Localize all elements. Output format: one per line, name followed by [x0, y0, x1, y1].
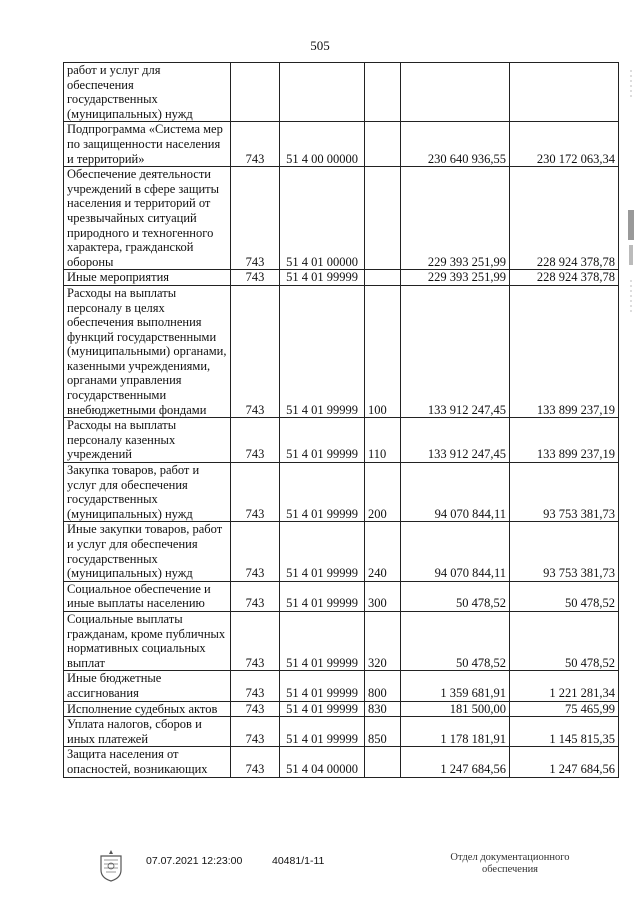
- table-row: [64, 63, 619, 122]
- row-name: Расходы на выплаты персоналу в целях обеспечения выполнения функций государственными (муниципальными) органами, казенными учреждениями, органами управления государственными внебюджетными фондами: [64, 285, 231, 417]
- row-sum-1: 229 393 251,99: [401, 270, 510, 286]
- row-ved: 743: [231, 463, 280, 522]
- footer-datetime: 07.07.2021 12:23:00: [146, 855, 243, 867]
- row-sum-2: 50 478,52: [510, 611, 619, 670]
- row-ved: 743: [231, 167, 280, 270]
- row-sum-2: 93 753 381,73: [510, 463, 619, 522]
- row-sum-1: 94 070 844,11: [401, 522, 510, 581]
- row-csr: 51 4 00 00000: [280, 122, 365, 167]
- row-ved: 743: [231, 671, 280, 701]
- footer-stamp: Отдел документационного обеспечения: [450, 852, 570, 875]
- row-sum-2: 1 221 281,34: [510, 671, 619, 701]
- row-vr: [365, 167, 401, 270]
- footer-doc-code: 40481/1-11: [272, 855, 325, 867]
- row-name: Иные бюджетные ассигнования: [64, 671, 231, 701]
- table-row: [64, 747, 619, 777]
- row-ved: 743: [231, 701, 280, 717]
- row-name: Обеспечение деятельности учреждений в сфере защиты населения и территорий от чрезвычайных ситуаций природного и техногенного характера, гражданской обороны: [64, 167, 231, 270]
- row-ved: 743: [231, 270, 280, 286]
- row-vr: [365, 63, 401, 122]
- row-vr: [365, 122, 401, 167]
- page-number: 505: [310, 38, 330, 53]
- row-csr: 51 4 01 99999: [280, 611, 365, 670]
- scan-marks: [627, 60, 635, 320]
- row-sum-2: 228 924 378,78: [510, 270, 619, 286]
- row-name: Социальные выплаты гражданам, кроме публичных нормативных социальных выплат: [64, 611, 231, 670]
- row-vr: 830: [365, 701, 401, 717]
- row-sum-2: 1 145 815,35: [510, 717, 619, 747]
- table-row: [64, 167, 619, 270]
- row-name: Исполнение судебных актов: [64, 701, 231, 717]
- row-sum-2: 93 753 381,73: [510, 522, 619, 581]
- row-name: Закупка товаров, работ и услуг для обеспечения государственных (муниципальных) нужд: [64, 463, 231, 522]
- row-vr: 320: [365, 611, 401, 670]
- table-row: [64, 671, 619, 701]
- row-sum-1: 1 359 681,91: [401, 671, 510, 701]
- table-row: [64, 418, 619, 463]
- table-row: [64, 122, 619, 167]
- row-sum-1: [401, 63, 510, 122]
- row-ved: 743: [231, 522, 280, 581]
- row-ved: 743: [231, 122, 280, 167]
- row-sum-1: 133 912 247,45: [401, 285, 510, 417]
- table-row: [64, 285, 619, 417]
- row-sum-1: 50 478,52: [401, 581, 510, 611]
- row-csr: 51 4 01 00000: [280, 167, 365, 270]
- row-ved: 743: [231, 418, 280, 463]
- row-ved: 743: [231, 285, 280, 417]
- row-sum-2: 75 465,99: [510, 701, 619, 717]
- row-vr: 200: [365, 463, 401, 522]
- row-ved: 743: [231, 717, 280, 747]
- row-name: работ и услуг для обеспечения государственных (муниципальных) нужд: [64, 63, 231, 122]
- table-row: [64, 270, 619, 286]
- row-sum-2: 230 172 063,34: [510, 122, 619, 167]
- row-sum-2: 1 247 684,56: [510, 747, 619, 777]
- row-sum-1: 229 393 251,99: [401, 167, 510, 270]
- row-name: Защита населения от опасностей, возникающих: [64, 747, 231, 777]
- row-csr: 51 4 01 99999: [280, 418, 365, 463]
- row-sum-1: 181 500,00: [401, 701, 510, 717]
- row-name: Иные мероприятия: [64, 270, 231, 286]
- row-vr: 800: [365, 671, 401, 701]
- row-vr: 300: [365, 581, 401, 611]
- row-vr: [365, 747, 401, 777]
- row-ved: 743: [231, 747, 280, 777]
- row-csr: 51 4 01 99999: [280, 463, 365, 522]
- row-sum-2: 50 478,52: [510, 581, 619, 611]
- table-row: [64, 522, 619, 581]
- table-row: [64, 701, 619, 717]
- row-sum-1: 94 070 844,11: [401, 463, 510, 522]
- row-csr: [280, 63, 365, 122]
- table-row: [64, 611, 619, 670]
- row-csr: 51 4 01 99999: [280, 522, 365, 581]
- table-row: [64, 463, 619, 522]
- row-vr: 850: [365, 717, 401, 747]
- row-vr: 240: [365, 522, 401, 581]
- row-sum-2: 228 924 378,78: [510, 167, 619, 270]
- budget-table-body: [64, 63, 619, 778]
- row-vr: [365, 270, 401, 286]
- table-row: [64, 581, 619, 611]
- row-csr: 51 4 01 99999: [280, 270, 365, 286]
- row-name: Подпрограмма «Система мер по защищенности населения и территорий»: [64, 122, 231, 167]
- table-row: [64, 717, 619, 747]
- row-csr: 51 4 04 00000: [280, 747, 365, 777]
- row-sum-2: 133 899 237,19: [510, 285, 619, 417]
- row-ved: 743: [231, 581, 280, 611]
- row-sum-2: 133 899 237,19: [510, 418, 619, 463]
- row-name: Расходы на выплаты персоналу казенных учреждений: [64, 418, 231, 463]
- row-name: Иные закупки товаров, работ и услуг для обеспечения государственных (муниципальных) нужд: [64, 522, 231, 581]
- row-vr: 110: [365, 418, 401, 463]
- page-footer: [0, 840, 640, 900]
- row-sum-1: 230 640 936,55: [401, 122, 510, 167]
- budget-table: [63, 62, 619, 778]
- row-csr: 51 4 01 99999: [280, 717, 365, 747]
- row-csr: 51 4 01 99999: [280, 671, 365, 701]
- row-sum-1: 50 478,52: [401, 611, 510, 670]
- row-csr: 51 4 01 99999: [280, 285, 365, 417]
- row-csr: 51 4 01 99999: [280, 581, 365, 611]
- row-vr: 100: [365, 285, 401, 417]
- row-name: Социальное обеспечение и иные выплаты населению: [64, 581, 231, 611]
- row-sum-1: 1 247 684,56: [401, 747, 510, 777]
- row-csr: 51 4 01 99999: [280, 701, 365, 717]
- row-sum-1: 1 178 181,91: [401, 717, 510, 747]
- row-sum-1: 133 912 247,45: [401, 418, 510, 463]
- row-sum-2: [510, 63, 619, 122]
- row-ved: [231, 63, 280, 122]
- row-name: Уплата налогов, сборов и иных платежей: [64, 717, 231, 747]
- row-ved: 743: [231, 611, 280, 670]
- coat-of-arms-icon: [98, 848, 124, 882]
